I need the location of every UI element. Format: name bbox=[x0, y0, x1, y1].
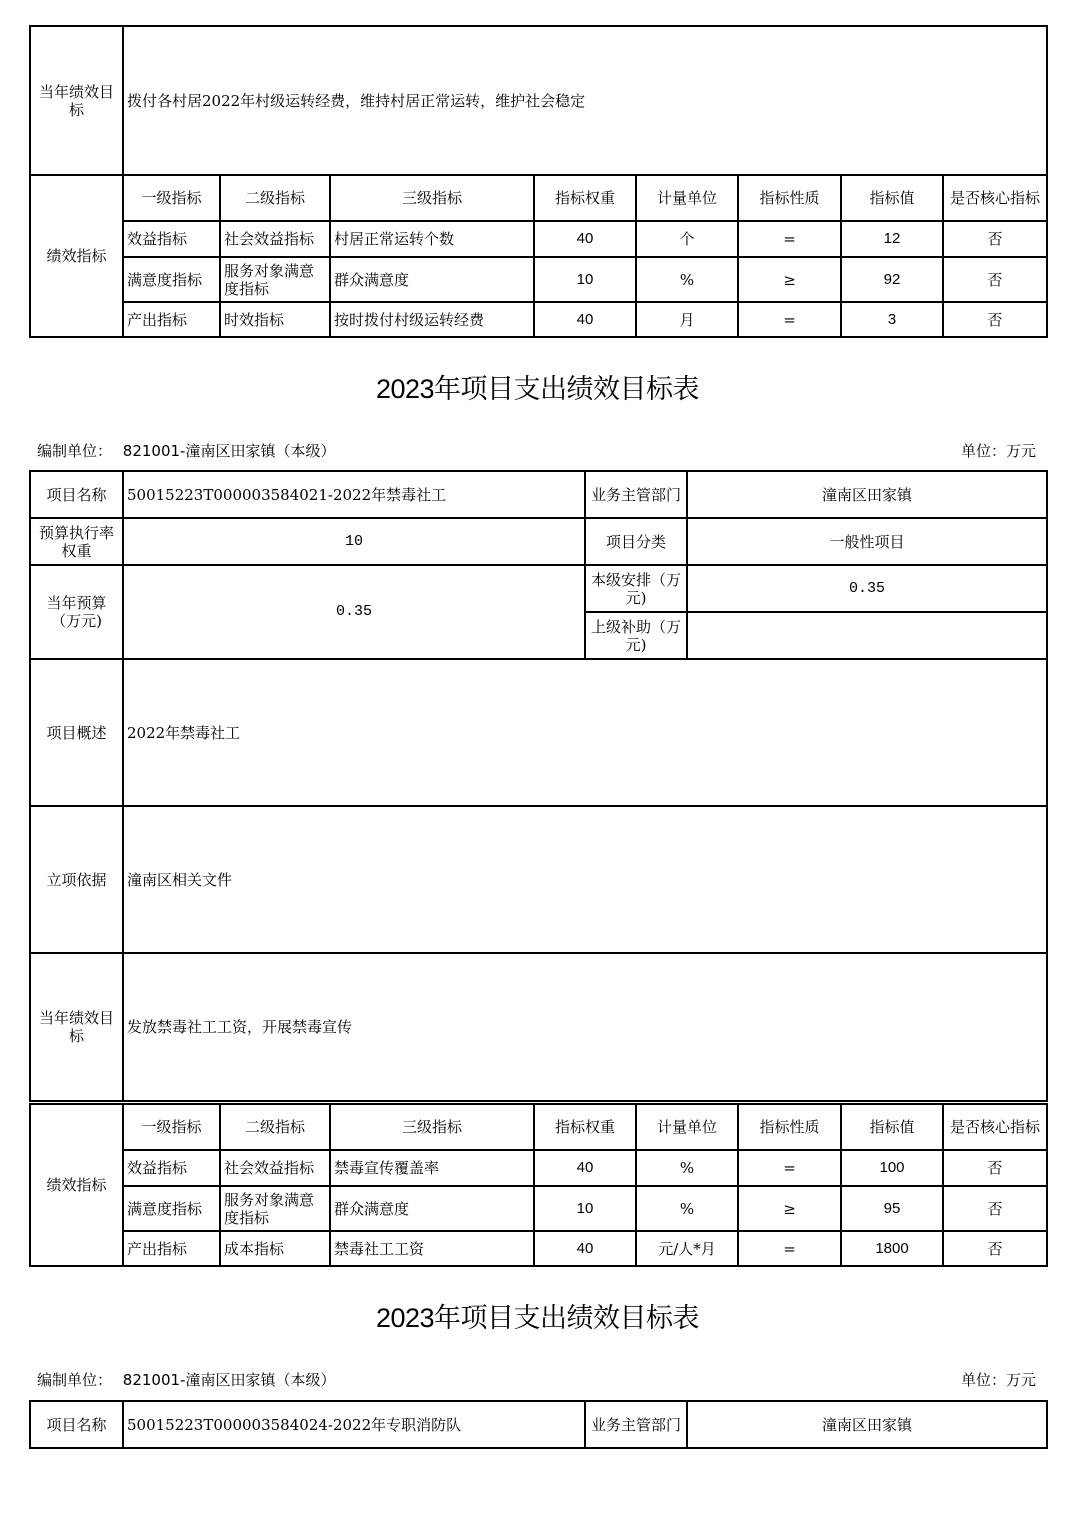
cell: 否 bbox=[943, 257, 1047, 302]
cell: 社会效益指标 bbox=[220, 1150, 330, 1186]
dept-value: 潼南区田家镇 bbox=[687, 1401, 1047, 1448]
table-row bbox=[30, 257, 1047, 302]
dept-label: 业务主管部门 bbox=[585, 1401, 687, 1448]
project-name: 50015223T000003584021-2022年禁毒社工 bbox=[123, 471, 585, 518]
cell: 效益指标 bbox=[123, 1150, 220, 1186]
cell: 时效指标 bbox=[220, 302, 330, 337]
overview-text: 2022年禁毒社工 bbox=[123, 659, 1047, 806]
cell: 禁毒宣传覆盖率 bbox=[330, 1150, 534, 1186]
cell: 40 bbox=[534, 1150, 636, 1186]
form2-indicators-table bbox=[29, 1103, 1048, 1267]
header-cell: 是否核心指标 bbox=[943, 1104, 1047, 1150]
cell: 个 bbox=[636, 221, 738, 257]
cell: 月 bbox=[636, 302, 738, 337]
budget-value: 0.35 bbox=[123, 565, 585, 659]
header-cell: 一级指标 bbox=[123, 1104, 220, 1150]
goal-label: 当年绩效目标 bbox=[30, 953, 123, 1101]
form2-org bbox=[37, 440, 335, 461]
org-label: 编制单位： bbox=[37, 1371, 113, 1389]
cell: 40 bbox=[534, 302, 636, 337]
cell: 否 bbox=[943, 1150, 1047, 1186]
header-cell: 二级指标 bbox=[220, 175, 330, 221]
header-cell: 计量单位 bbox=[636, 1104, 738, 1150]
cell: ≥ bbox=[738, 1186, 841, 1231]
cell: 满意度指标 bbox=[123, 257, 220, 302]
budget-label: 当年预算（万元) bbox=[30, 565, 123, 659]
header-cell: 二级指标 bbox=[220, 1104, 330, 1150]
cell: = bbox=[738, 1150, 841, 1186]
exec-rate-label: 预算执行率权重 bbox=[30, 518, 123, 565]
cell: 100 bbox=[841, 1150, 943, 1186]
cell: 否 bbox=[943, 302, 1047, 337]
header-cell: 指标值 bbox=[841, 1104, 943, 1150]
table-row bbox=[30, 1150, 1047, 1186]
cell: 3 bbox=[841, 302, 943, 337]
cell: % bbox=[636, 1150, 738, 1186]
cell: 村居正常运转个数 bbox=[330, 221, 534, 257]
cell: 1800 bbox=[841, 1231, 943, 1266]
cell: 否 bbox=[943, 1186, 1047, 1231]
cell: 产出指标 bbox=[123, 1231, 220, 1266]
table-row bbox=[30, 221, 1047, 257]
project-name-label: 项目名称 bbox=[30, 471, 123, 518]
dept-label: 业务主管部门 bbox=[585, 471, 687, 518]
table-row bbox=[30, 1231, 1047, 1266]
cell: 92 bbox=[841, 257, 943, 302]
header-cell: 三级指标 bbox=[330, 1104, 534, 1150]
table-row bbox=[30, 1186, 1047, 1231]
local-value: 0.35 bbox=[687, 565, 1047, 612]
cell: 群众满意度 bbox=[330, 257, 534, 302]
cell: 10 bbox=[534, 1186, 636, 1231]
header-cell: 一级指标 bbox=[123, 175, 220, 221]
goal-text: 发放禁毒社工工资，开展禁毒宣传 bbox=[123, 953, 1047, 1101]
header-cell: 三级指标 bbox=[330, 175, 534, 221]
header-cell: 指标性质 bbox=[738, 1104, 841, 1150]
header-cell: 指标权重 bbox=[534, 175, 636, 221]
org-value: 821001-潼南区田家镇（本级） bbox=[122, 442, 336, 460]
cell: 40 bbox=[534, 221, 636, 257]
overview-label: 项目概述 bbox=[30, 659, 123, 806]
upper-label: 上级补助（万元) bbox=[585, 612, 687, 659]
local-label: 本级安排（万元) bbox=[585, 565, 687, 612]
cell: 效益指标 bbox=[123, 221, 220, 257]
upper-value bbox=[687, 612, 1047, 659]
org-label: 编制单位： bbox=[37, 442, 113, 460]
form2-info-table bbox=[29, 470, 1048, 1102]
form3-unit: 单位：万元 bbox=[961, 1371, 1037, 1389]
cell: % bbox=[636, 1186, 738, 1231]
header-cell: 是否核心指标 bbox=[943, 175, 1047, 221]
header-cell: 指标性质 bbox=[738, 175, 841, 221]
category-value: 一般性项目 bbox=[687, 518, 1047, 565]
header-cell: 计量单位 bbox=[636, 175, 738, 221]
cell: 否 bbox=[943, 221, 1047, 257]
basis-text: 潼南区相关文件 bbox=[123, 806, 1047, 953]
project-name: 50015223T000003584024-2022年专职消防队 bbox=[123, 1401, 585, 1448]
cell: 按时拨付村级运转经费 bbox=[330, 302, 534, 337]
cell: 社会效益指标 bbox=[220, 221, 330, 257]
exec-rate-value: 10 bbox=[123, 518, 585, 565]
cell: 40 bbox=[534, 1231, 636, 1266]
form3-org bbox=[37, 1369, 335, 1390]
cell: 服务对象满意度指标 bbox=[220, 1186, 330, 1231]
basis-label: 立项依据 bbox=[30, 806, 123, 953]
cell: 12 bbox=[841, 221, 943, 257]
cell: 群众满意度 bbox=[330, 1186, 534, 1231]
cell: = bbox=[738, 221, 841, 257]
cell: 产出指标 bbox=[123, 302, 220, 337]
cell: = bbox=[738, 1231, 841, 1266]
goal-label: 当年绩效目标 bbox=[30, 26, 123, 175]
cell: 成本指标 bbox=[220, 1231, 330, 1266]
form3-info-table bbox=[29, 1400, 1048, 1449]
header-cell: 指标值 bbox=[841, 175, 943, 221]
cell: 元/人*月 bbox=[636, 1231, 738, 1266]
cell: 10 bbox=[534, 257, 636, 302]
cell: 服务对象满意度指标 bbox=[220, 257, 330, 302]
category-label: 项目分类 bbox=[585, 518, 687, 565]
goal-text: 拨付各村居2022年村级运转经费，维持村居正常运转，维护社会稳定 bbox=[123, 26, 1047, 175]
cell: 否 bbox=[943, 1231, 1047, 1266]
table-row bbox=[30, 302, 1047, 337]
cell: = bbox=[738, 302, 841, 337]
indicators-label: 绩效指标 bbox=[30, 1104, 123, 1266]
org-value: 821001-潼南区田家镇（本级） bbox=[122, 1371, 336, 1389]
form2-unit: 单位：万元 bbox=[961, 442, 1037, 460]
form2-title: 2023年项目支出绩效目标表 bbox=[375, 374, 700, 404]
project-name-label: 项目名称 bbox=[30, 1401, 123, 1448]
indicators-label: 绩效指标 bbox=[30, 175, 123, 337]
cell: 禁毒社工工资 bbox=[330, 1231, 534, 1266]
cell: % bbox=[636, 257, 738, 302]
dept-value: 潼南区田家镇 bbox=[687, 471, 1047, 518]
cell: ≥ bbox=[738, 257, 841, 302]
cell: 95 bbox=[841, 1186, 943, 1231]
form3-title: 2023年项目支出绩效目标表 bbox=[375, 1303, 700, 1333]
top-fragment-table bbox=[29, 25, 1048, 338]
header-cell: 指标权重 bbox=[534, 1104, 636, 1150]
cell: 满意度指标 bbox=[123, 1186, 220, 1231]
